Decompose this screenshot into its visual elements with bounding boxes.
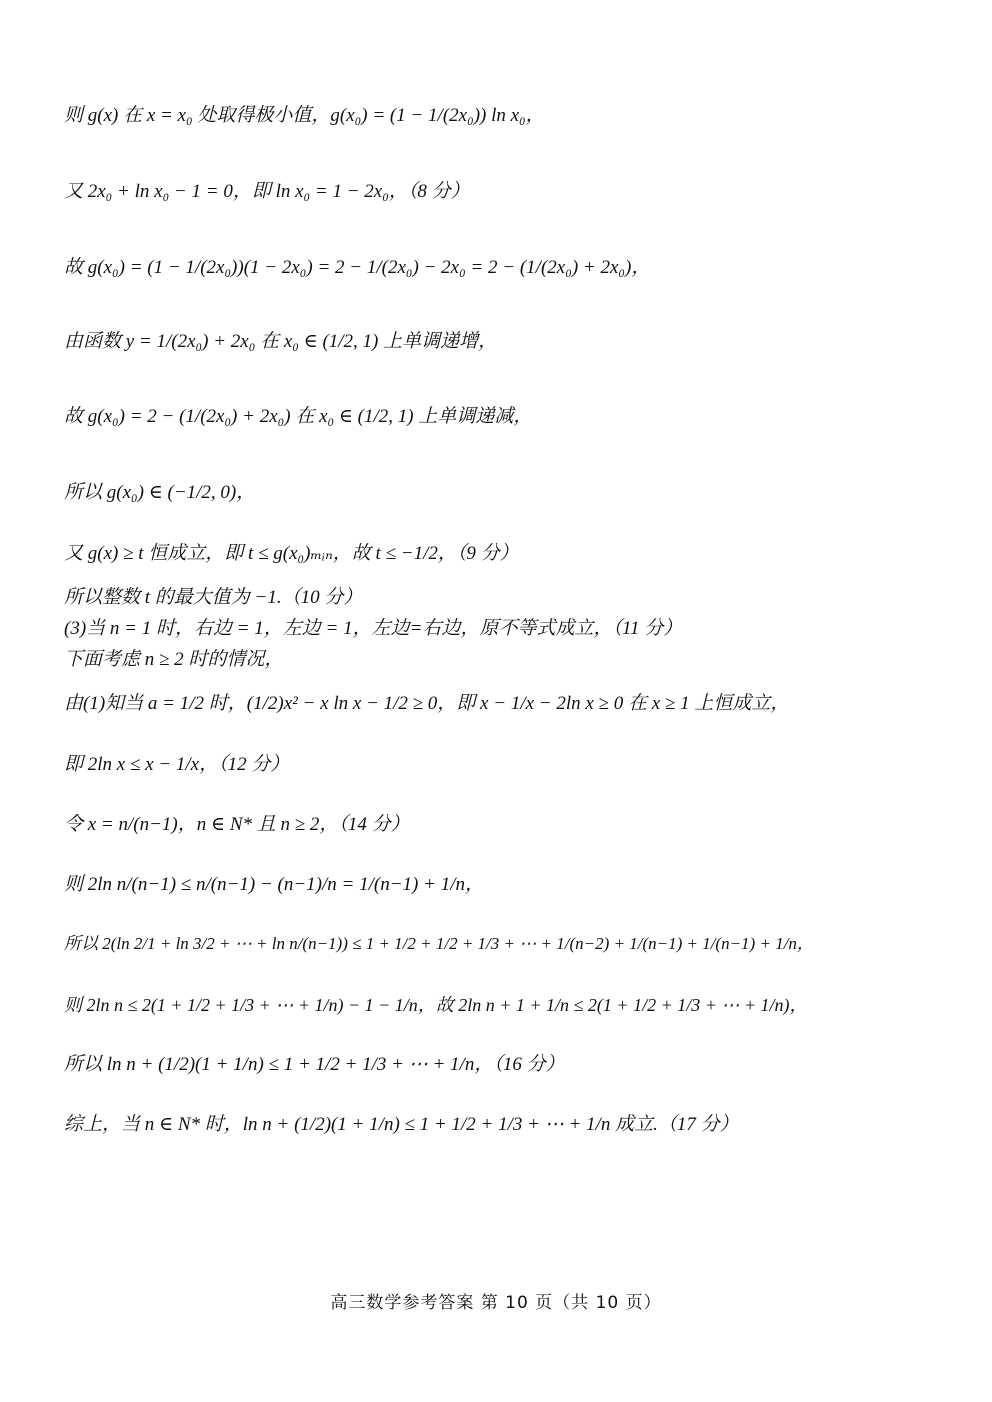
solution-line-18 [64,1110,952,1140]
solution-line-1 [64,101,952,131]
line-text: 综上，当 n ∈ N* 时，ln n + (1/2)(1 + 1/n) ≤ 1 + 1/2 + 1/3 + ⋯ + 1/n 成立.（17 分） [64,1114,739,1135]
page-footer: 高三数学参考答案 第 10 页（共 10 页） [330,1293,662,1313]
solution-line-6 [64,478,952,508]
line-text: 下面考虑 n ≥ 2 时的情况， [64,649,284,670]
solution-line-12 [64,750,952,780]
solution-line-11 [64,689,952,719]
line-text: 令 x = n/(n−1)，n ∈ N* 且 n ≥ 2，（14 分） [64,814,410,835]
line-text: 所以 g(x₀) ∈ (−1/2, 0)， [64,482,256,503]
solution-line-15 [64,929,952,959]
solution-line-16 [64,990,952,1020]
line-text: 所以 ln n + (1/2)(1 + 1/n) ≤ 1 + 1/2 + 1/3 + ⋯ + 1/n，（16 分） [64,1054,565,1075]
line-text: 又 g(x) ≥ t 恒成立，即 t ≤ g(x₀)ₘᵢₙ，故 t ≤ −1/2，（9 分） [64,543,519,564]
solution-line-9 [64,614,952,644]
solution-line-14 [64,870,952,900]
solution-line-3 [64,253,952,283]
line-text: 即 2ln x ≤ x − 1/x，（12 分） [64,754,290,775]
line-text: 则 g(x) 在 x = x₀ 处取得极小值，g(x₀) = (1 − 1/(2x₀)) ln x₀， [64,105,545,126]
line-text: (3)当 n = 1 时，右边 = 1，左边 = 1，左边=右边，原不等式成立，（11 分） [64,618,683,639]
solution-line-10 [64,645,952,675]
line-text: 又 2x₀ + ln x₀ − 1 = 0，即 ln x₀ = 1 − 2x₀，（8 分） [64,181,470,202]
line-text: 所以整数 t 的最大值为 −1.（10 分） [64,587,363,608]
line-text: 所以 2(ln 2/1 + ln 3/2 + ⋯ + ln n/(n−1)) ≤ 1 + 1/2 + 1/2 + 1/3 + ⋯ + 1/(n−2) + 1/(n−1) + 1/(n−1) + 1/n， [64,934,814,953]
line-text: 由(1)知当 a = 1/2 时，(1/2)x² − x ln x − 1/2 ≥ 0，即 x − 1/x − 2ln x ≥ 0 在 x ≥ 1 上恒成立， [64,693,790,714]
line-text: 故 g(x₀) = (1 − 1/(2x₀))(1 − 2x₀) = 2 − 1/(2x₀) − 2x₀ = 2 − (1/(2x₀) + 2x₀)， [64,257,651,278]
solution-line-5 [64,402,952,432]
solution-line-2 [64,177,952,207]
line-text: 则 2ln n/(n−1) ≤ n/(n−1) − (n−1)/n = 1/(n−1) + 1/n， [64,874,484,895]
solution-line-7 [64,539,952,569]
line-text: 故 g(x₀) = 2 − (1/(2x₀) + 2x₀) 在 x₀ ∈ (1/2, 1) 上单调递减， [64,406,533,427]
solution-line-17 [64,1050,952,1080]
solution-line-13 [64,810,952,840]
line-text: 则 2ln n ≤ 2(1 + 1/2 + 1/3 + ⋯ + 1/n) − 1 − 1/n，故 2ln n + 1 + 1/n ≤ 2(1 + 1/2 + 1/3 + ⋯ + 1/n)， [64,995,808,1015]
solution-line-8 [64,583,952,613]
solution-line-4 [64,327,952,357]
line-text: 由函数 y = 1/(2x₀) + 2x₀ 在 x₀ ∈ (1/2, 1) 上单调递增， [64,331,498,352]
